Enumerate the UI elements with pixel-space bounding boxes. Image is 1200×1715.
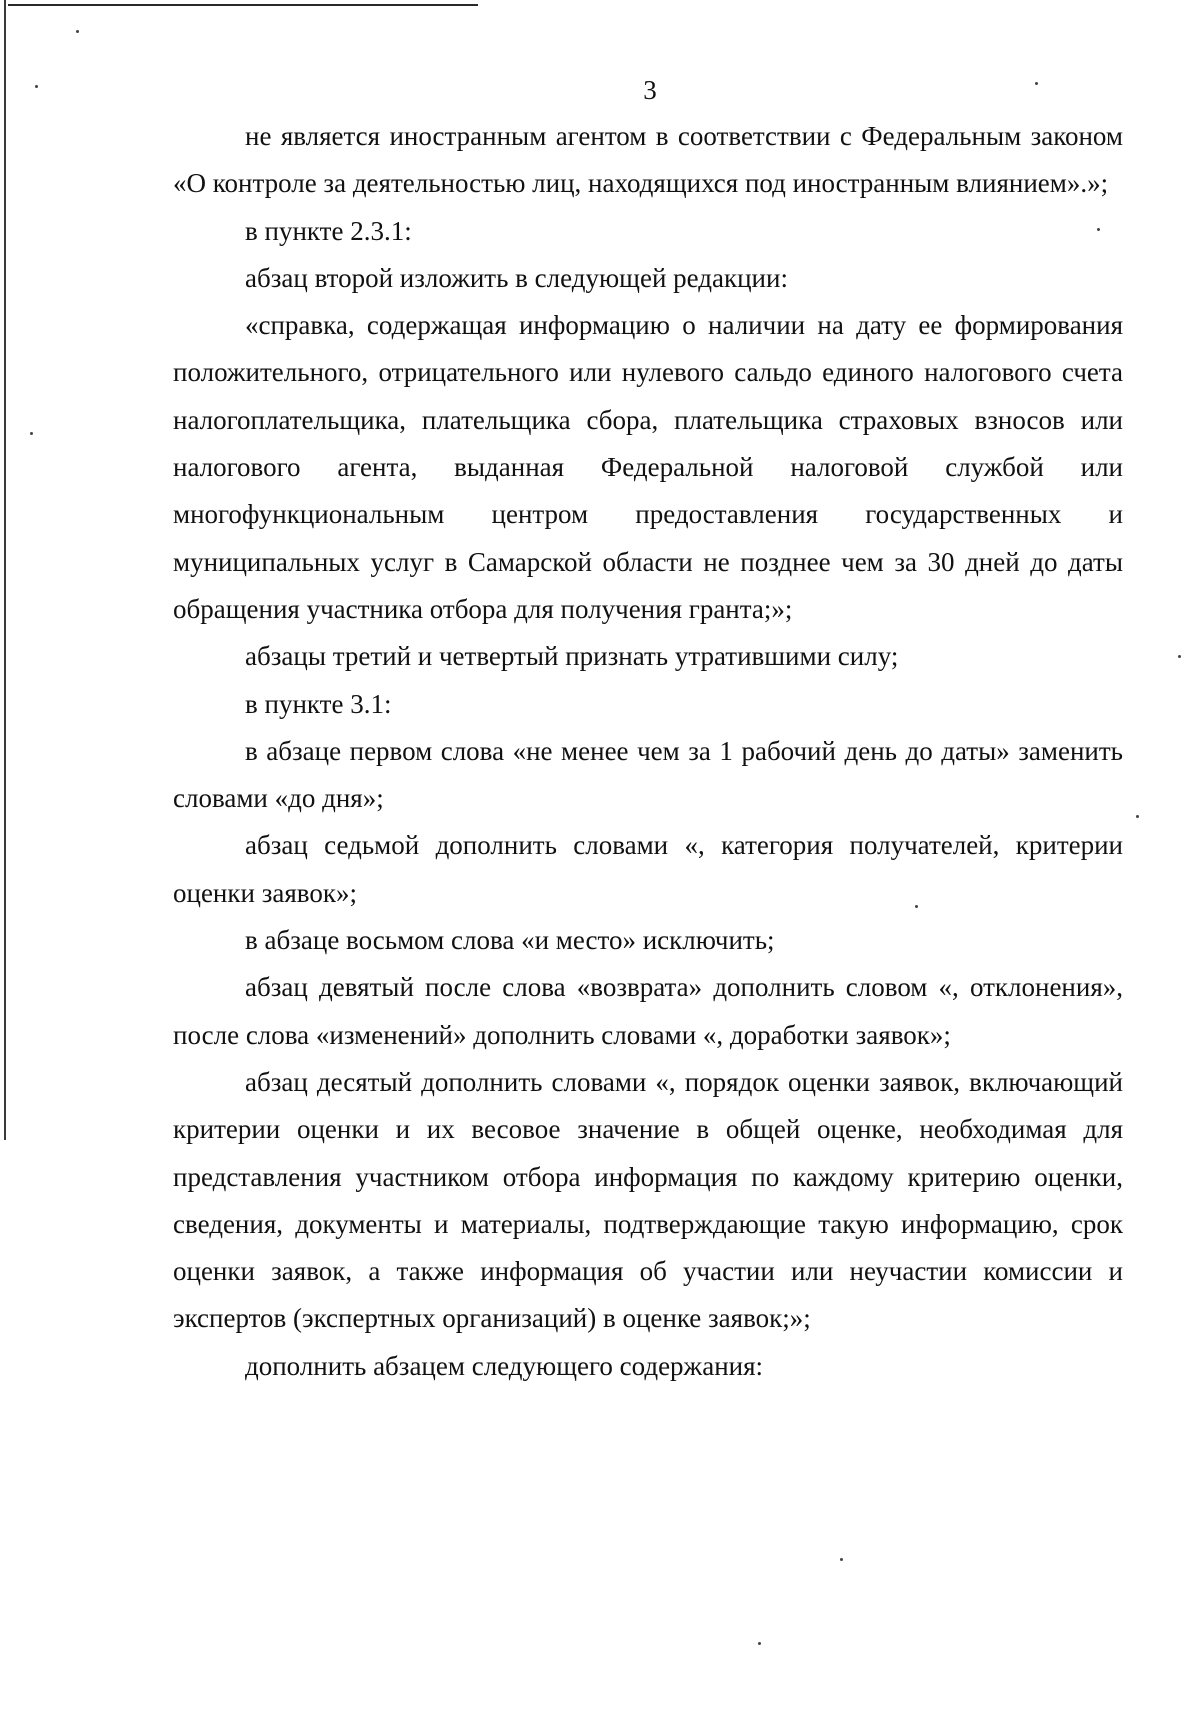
scan-speck: [1178, 655, 1181, 658]
paragraph: в абзаце восьмом слова «и место» исключить;: [245, 925, 775, 956]
scan-speck: [758, 1642, 761, 1645]
scan-left-edge: [4, 0, 6, 1140]
paragraph: абзац десятый дополнить словами «, порядок оценки заявок, включающий критерии оценки и их весовое значение в общей оценке, необходимая для представления участником отбора информация по каждому критерию оценки, сведения, документы и материалы, подтверждающие такую информацию, срок оценки заявок, а также информация об участии или неучастии комиссии и экспертов (экспертных организаций) в оценке заявок;»;: [173, 1066, 1123, 1334]
scan-speck: [30, 432, 33, 435]
scan-speck: [1136, 815, 1139, 818]
paragraph: дополнить абзацем следующего содержания:: [245, 1350, 764, 1381]
scan-speck: [840, 1558, 843, 1561]
scan-top-rule: [8, 4, 478, 6]
scan-speck: [76, 30, 79, 33]
page-number: 3: [643, 75, 657, 105]
paragraph: в пункте 3.1:: [245, 688, 392, 719]
paragraph: в абзаце первом слова «не менее чем за 1 рабочий день до даты» заменить словами «до дня»;: [173, 735, 1123, 814]
paragraph: «справка, содержащая информацию о наличии на дату ее формирования положительного, отрицательного или нулевого сальдо единого налогового счета налогоплательщика, плательщика сбора, плательщика страховых взносов или налогового агента, выданная Федеральной налоговой службой или многофункциональным центром предоставления государственных и муниципальных услуг в Самарской области не позднее чем за 30 дней до даты обращения участника отбора для получения гранта;»;: [173, 310, 1123, 624]
body-text: [173, 113, 1123, 1390]
paragraph: абзацы третий и четвертый признать утратившими силу;: [245, 641, 899, 672]
paragraph: абзац девятый после слова «возврата» дополнить словом «, отклонения», после слова «изменений» дополнить словами «, доработки заявок»;: [173, 972, 1123, 1050]
paragraph: абзац второй изложить в следующей редакции:: [245, 262, 788, 293]
paragraph: в пункте 2.3.1:: [245, 215, 412, 246]
paragraph: абзац седьмой дополнить словами «, категория получателей, критерии оценки заявок»;: [173, 830, 1123, 908]
paragraph: не является иностранным агентом в соответствии с Федеральным законом «О контроле за деятельностью лиц, находящихся под иностранным влиянием».»;: [173, 121, 1123, 199]
